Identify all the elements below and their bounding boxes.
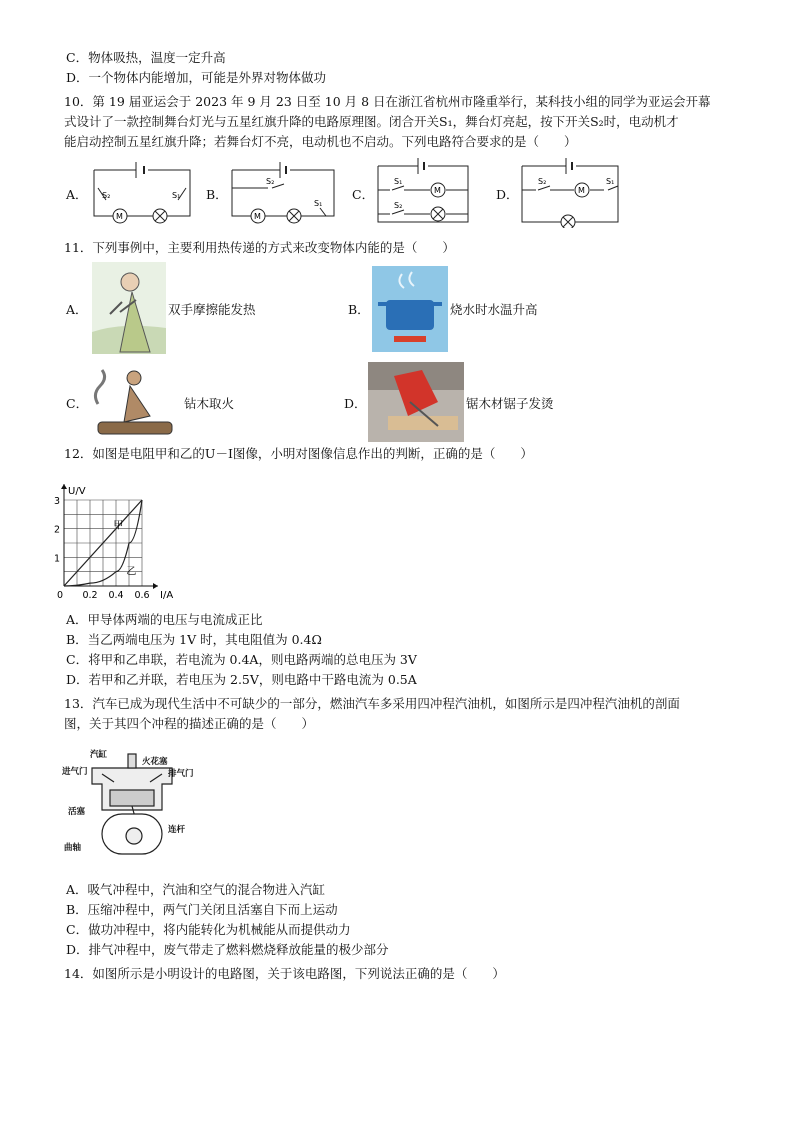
q10-stem-line2: 式设计了一款控制舞台灯光与五星红旗升降的电路原理图。闭合开关S₁，舞台灯亮起，按下开关S₂时，电动机才	[64, 114, 679, 129]
circuit-c-diagram[interactable]	[374, 156, 474, 228]
q11-option-c-label[interactable]: C．	[66, 396, 89, 411]
boiling-pot-image	[372, 266, 448, 352]
circuit-d-s1: S₁	[606, 177, 615, 186]
circuit-d-motor: M	[578, 186, 585, 195]
y-axis-label: U/V	[68, 486, 86, 497]
q11-option-c-text: 钻木取火	[184, 396, 235, 411]
circuit-d-s2: S₂	[538, 177, 547, 186]
q11-stem: 11．下列事例中，主要利用热传递的方式来改变物体内能的是（ ）	[64, 240, 455, 255]
q10-option-a-label[interactable]: A．	[66, 187, 88, 202]
q11-option-a-text: 双手摩擦能发热	[168, 302, 256, 317]
circuit-b-s2: S₂	[266, 177, 275, 186]
series-label-0: 甲	[113, 520, 124, 532]
q13-option-a[interactable]: A．吸气冲程中，汽油和空气的混合物进入汽缸	[66, 882, 326, 897]
q12-option-c[interactable]: C．将甲和乙串联，若电流为 0.4A，则电路两端的总电压为 3V	[66, 652, 417, 667]
q11-option-d-label[interactable]: D．	[344, 396, 367, 411]
q13-option-b[interactable]: B．压缩冲程中，两气门关闭且活塞自下而上运动	[66, 902, 338, 917]
q13-option-d[interactable]: D．排气冲程中，废气带走了燃料燃烧释放能量的极少部分	[66, 942, 389, 957]
circuit-b-diagram[interactable]	[228, 158, 340, 226]
label-piston: 活塞	[68, 807, 86, 817]
q11-option-d-text: 锯木材锯子发烫	[466, 396, 554, 411]
engine-cross-section-diagram	[62, 744, 202, 860]
q12-option-d[interactable]: D．若甲和乙并联，若电压为 2.5V，则电路中干路电流为 0.5A	[66, 672, 417, 687]
circuit-a-s1: S₁	[172, 191, 181, 200]
q9-option-d[interactable]: D．一个物体内能增加，可能是外界对物体做功	[66, 70, 327, 85]
q11-option-b-text: 烧水时水温升高	[450, 302, 538, 317]
x-axis-label: I/A	[160, 590, 174, 601]
label-spark-plug: 火花塞	[142, 757, 168, 767]
sawing-wood-image	[368, 362, 464, 442]
y-axis-arrow	[61, 484, 67, 489]
x-tick-label: 0.2	[82, 590, 98, 601]
q10-option-b-label[interactable]: B．	[206, 187, 228, 202]
q10-option-c-label[interactable]: C．	[352, 187, 375, 202]
circuit-d-diagram[interactable]	[518, 156, 624, 228]
q13-stem-line1: 13．汽车已成为现代生活中不可缺少的一部分，燃油汽车多采用四冲程汽油机，如图所示是四冲程汽油机的剖面	[64, 696, 680, 711]
q11-option-b-label[interactable]: B．	[348, 302, 370, 317]
q10-option-d-label[interactable]: D．	[496, 187, 519, 202]
circuit-b-s1: S₁	[314, 199, 323, 208]
u-i-graph	[42, 466, 192, 608]
circuit-a-diagram[interactable]	[90, 158, 195, 226]
x-tick-label: 0.4	[108, 590, 124, 601]
q10-stem-line1: 10．第 19 届亚运会于 2023 年 9 月 23 日至 10 月 8 日在浙江省杭州市隆重举行，某科技小组的同学为亚运会开幕	[64, 94, 711, 109]
circuit-a-motor: M	[116, 212, 123, 221]
series-label-1: 乙	[126, 566, 137, 578]
q12-option-b[interactable]: B．当乙两端电压为 1V 时，其电阻值为 0.4Ω	[66, 632, 322, 647]
rubbing-hands-image	[92, 262, 166, 354]
chart-ticks	[54, 496, 150, 601]
drilling-wood-fire-image	[90, 364, 176, 440]
label-exhaust-valve: 排气门	[168, 769, 194, 779]
circuit-c-s1: S₁	[394, 177, 403, 186]
x-tick-label: 0	[56, 590, 64, 601]
q12-stem: 12．如图是电阻甲和乙的U－I图像，小明对图像信息作出的判断，正确的是（ ）	[64, 446, 533, 461]
circuit-c-motor: M	[434, 186, 441, 195]
circuit-b-motor: M	[254, 212, 261, 221]
label-crankshaft: 曲轴	[64, 843, 82, 853]
q10-stem-line3: 能启动控制五星红旗升降；若舞台灯不亮，电动机也不启动。下列电路符合要求的是（ ）	[64, 134, 577, 149]
q13-stem-line2: 图，关于其四个冲程的描述正确的是（ ）	[64, 716, 315, 731]
y-tick-label: 3	[53, 496, 60, 507]
label-connecting-rod: 连杆	[168, 825, 186, 835]
x-tick-label: 0.6	[134, 590, 150, 601]
q14-stem: 14．如图所示是小明设计的电路图，关于该电路图，下列说法正确的是（ ）	[64, 966, 505, 981]
y-tick-label: 1	[53, 553, 60, 565]
q13-option-c[interactable]: C．做功冲程中，将内能转化为机械能从而提供动力	[66, 922, 351, 937]
label-cylinder: 汽缸	[90, 750, 108, 760]
x-axis-arrow	[153, 583, 158, 589]
circuit-c-s2: S₂	[394, 201, 403, 210]
q12-option-a[interactable]: A．甲导体两端的电压与电流成正比	[66, 612, 263, 627]
q11-option-a-label[interactable]: A．	[66, 302, 88, 317]
q9-option-c[interactable]: C．物体吸热，温度一定升高	[66, 50, 226, 65]
y-tick-label: 2	[53, 524, 60, 536]
circuit-a-s2: S₂	[102, 191, 111, 200]
label-intake-valve: 进气门	[62, 767, 88, 777]
